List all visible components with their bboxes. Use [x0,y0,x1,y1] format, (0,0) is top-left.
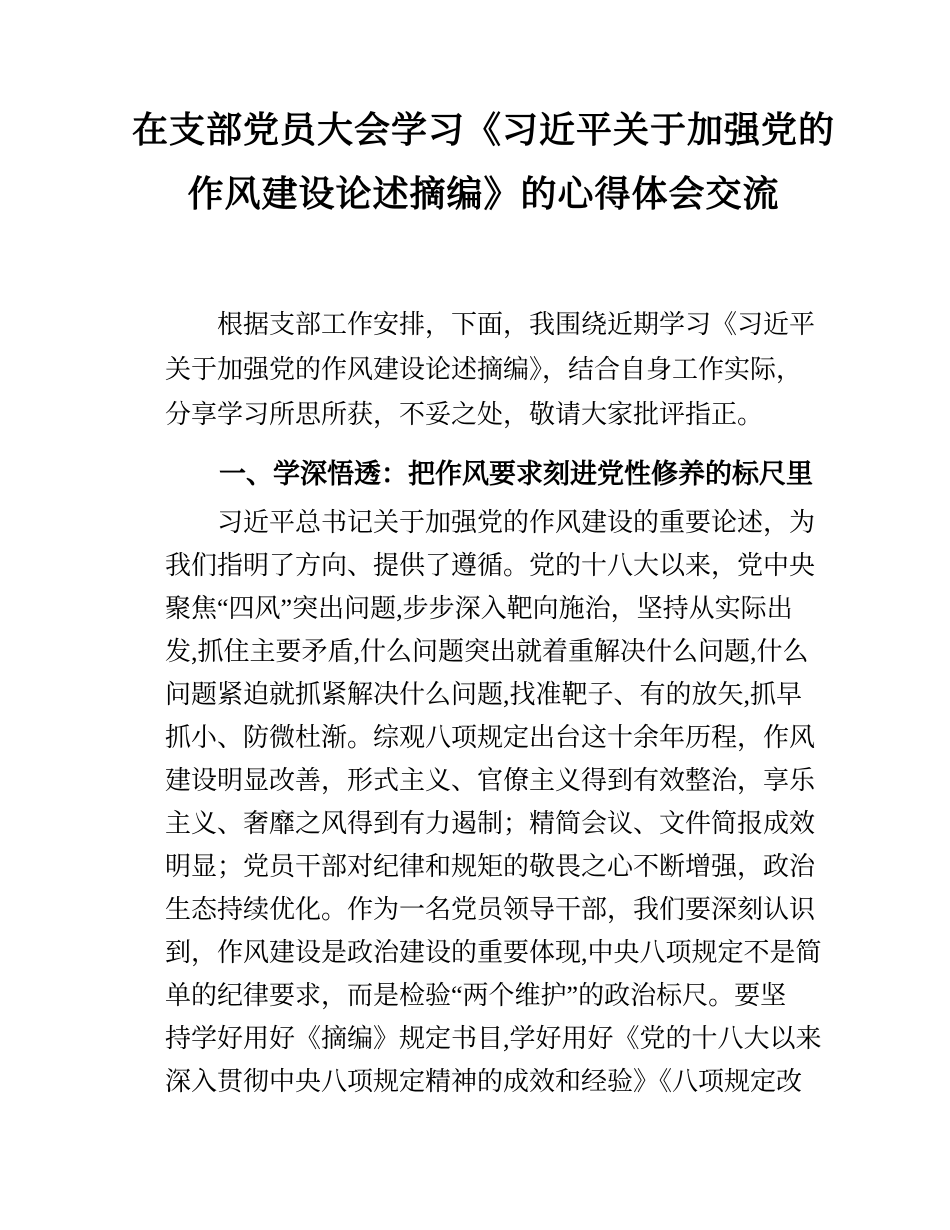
text-line: 关于加强党的作风建设论述摘编》，结合自身工作实际， [165,355,803,384]
text-line: 聚焦“四风”突出问题,步步深入靶向施治，坚持从实际出 [165,594,793,623]
title-line-2: 作风建设论述摘编》的心得体会交流 [187,174,780,214]
text-line: 发,抓住主要矛盾,什么问题突出就着重解决什么问题,什么 [165,637,809,666]
text-line: 单的纪律要求，而是检验“两个维护”的政治标尺。要坚 [165,981,787,1010]
text-line: 抓小、防微杜渐。综观八项规定出台这十余年历程，作风 [165,723,816,752]
text-line: 持学好用好《摘编》规定书目,学好用好《党的十八大以来 [165,1024,822,1053]
text-line: 分享学习所思所获，不妥之处，敬请大家批评指正。 [165,400,764,429]
text-line: 明显；党员干部对纪律和规矩的敬畏之心不断增强，政治 [165,852,816,881]
text-line: 主义、奢靡之风得到有力遏制；精简会议、文件简报成效 [165,809,816,838]
document-title [132,98,836,226]
text-line: 习近平总书记关于加强党的作风建设的重要论述，为 [217,508,816,537]
text-line: 根据支部工作安排，下面，我围绕近期学习《习近平 [217,310,816,339]
text-line: 问题紧迫就抓紧解决什么问题,找准靶子、有的放矢,抓早 [165,680,803,709]
text-line: 建设明显改善，形式主义、官僚主义得到有效整治，享乐 [165,766,816,795]
section-heading-1: 一、学深悟透：把作风要求刻进党性修养的标尺里 [219,459,813,489]
text-line: 我们指明了方向、提供了遵循。党的十八大以来，党中央 [165,551,816,580]
section-1-paragraph [165,501,822,1103]
text-line: 深入贯彻中央八项规定精神的成效和经验》《八项规定改 [165,1067,803,1096]
text-line: 到，作风建设是政治建设的重要体现,中央八项规定不是简 [165,938,822,967]
intro-paragraph [165,302,816,437]
text-line: 生态持续优化。作为一名党员领导干部，我们要深刻认识 [165,895,816,924]
title-line-1: 在支部党员大会学习《习近平关于加强党的 [132,110,836,150]
